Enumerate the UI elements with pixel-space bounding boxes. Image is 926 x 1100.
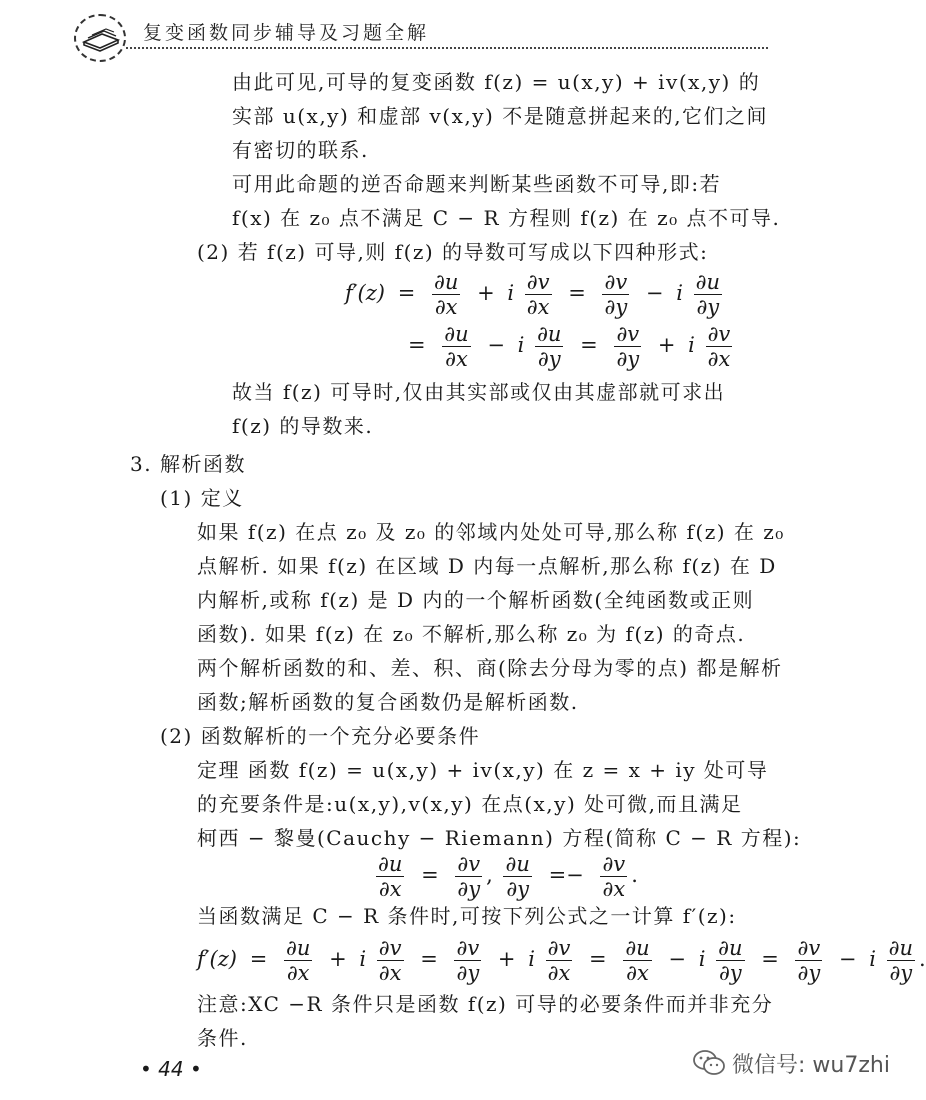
text-line: 当函数满足 C − R 条件时,可按下列公式之一计算 f′(z): (197, 904, 737, 928)
text-line: 有密切的联系. (232, 138, 369, 162)
wechat-watermark (692, 1046, 890, 1080)
text-line: 故当 f(z) 可导时,仅由其实部或仅由其虚部就可求出 (232, 380, 726, 404)
text-line: 的充要条件是:u(x,y),v(x,y) 在点(x,y) 处可微,而且满足 (197, 792, 743, 816)
subsection-heading: (2) 函数解析的一个充分必要条件 (160, 724, 481, 748)
header-divider (126, 47, 768, 49)
text-line: 如果 f(z) 在点 z₀ 及 z₀ 的邻域内处处可导,那么称 f(z) 在 z₀ (197, 520, 785, 544)
text-line: 内解析,或称 f(z) 是 D 内的一个解析函数(全纯函数或正则 (197, 588, 755, 612)
note-line: 条件. (197, 1026, 248, 1050)
cauchy-riemann-equations: $\frac{\partial u}{\partial x}$ = $\frac{\partial v}{\partial y}$ , $\frac{\partial u}{\partial y}$ =− $\frac{\partial v}{\partial x}$ . (378, 852, 638, 901)
watermark-text: 微信号: wu7zhi (732, 1052, 890, 1078)
text-line: 实部 u(x,y) 和虚部 v(x,y) 不是随意拼起来的,它们之间 (232, 104, 769, 128)
text-line: 函数;解析函数的复合函数仍是解析函数. (197, 690, 579, 714)
derivative-formula-chain: f′(z) = $\frac{\partial u}{\partial x}$ + i $\frac{\partial v}{\partial x}$ = $\frac{\partial v}{\partial y}$ + i $\frac{\partial v}{\partial x}$ = $\frac{\partial u}{\partial x}$ − i $\frac{\partial u}{\partial y}$ = $\frac{\partial v}{\partial y}$ − i $\frac{\partial u}{\partial y}$ . (197, 936, 926, 985)
text-line: f(x) 在 z₀ 点不满足 C − R 方程则 f(z) 在 z₀ 点不可导. (232, 206, 781, 230)
section-heading: 3. 解析函数 (130, 452, 246, 476)
text-line: 由此可见,可导的复变函数 f(z) = u(x,y) + iv(x,y) 的 (232, 70, 761, 94)
note-line: 注意:XC −R 条件只是函数 f(z) 可导的必要条件而并非充分 (197, 992, 774, 1016)
wechat-icon (692, 1049, 726, 1077)
page-header (0, 0, 900, 60)
text-line: 可用此命题的逆否命题来判断某些函数不可导,即:若 (232, 172, 722, 196)
text-line: f(z) 的导数来. (232, 414, 374, 438)
derivative-equation-line-1: f′(z) = $\frac{\partial u}{\partial x}$ + i $\frac{\partial v}{\partial x}$ = $\frac{\partial v}{\partial y}$ − i $\frac{\partial u}{\partial y}$ (345, 270, 720, 319)
theorem-line: 定理 函数 f(z) = u(x,y) + iv(x,y) 在 z = x + iy 处可导 (197, 758, 769, 782)
text-line: 函数). 如果 f(z) 在 z₀ 不解析,那么称 z₀ 为 f(z) 的奇点. (197, 622, 746, 646)
text-line: (2) 若 f(z) 可导,则 f(z) 的导数可写成以下四种形式: (197, 240, 709, 264)
book-stack-icon (74, 14, 126, 62)
subsection-heading: (1) 定义 (160, 486, 244, 510)
derivative-equation-line-2: = $\frac{\partial u}{\partial x}$ − i $\frac{\partial u}{\partial y}$ = $\frac{\partial v}{\partial y}$ + i $\frac{\partial v}{\partial x}$ (408, 322, 731, 371)
text-line: 两个解析函数的和、差、积、商(除去分母为零的点) 都是解析 (197, 656, 783, 680)
text-line: 柯西 − 黎曼(Cauchy − Riemann) 方程(简称 C − R 方程): (197, 826, 802, 850)
page-number: • 44 • (140, 1057, 202, 1081)
text-line: 点解析. 如果 f(z) 在区域 D 内每一点解析,那么称 f(z) 在 D (197, 554, 777, 578)
book-title: 复变函数同步辅导及习题全解 (143, 22, 430, 44)
